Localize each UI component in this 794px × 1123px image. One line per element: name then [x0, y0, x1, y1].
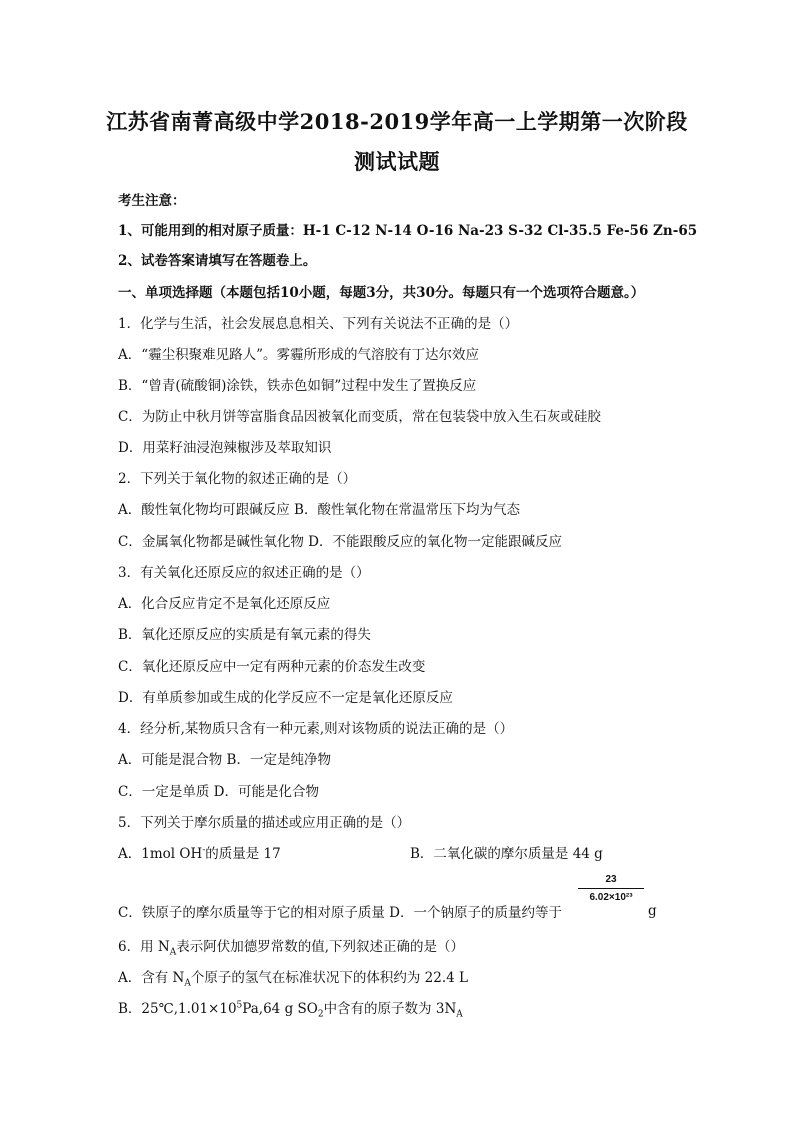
- question-6-option-b: B．$25℃,1.01\times 10^5Pa,64$ g $SO_2$中含有的原子数为 $3N_A$: [118, 1000, 463, 1020]
- fraction-denominator: 6.02×10²³: [589, 892, 633, 903]
- question-1-stem: 1．化学与生活，社会发展息息相关、下列有关说法不正确的是（）: [118, 316, 519, 332]
- document-title-line2: 测试试题: [354, 149, 440, 174]
- question-5-option-a: A．1mol OH-的质量是 17: [118, 845, 281, 862]
- section-heading-single-choice: 一、单项选择题（本题包括10小题，每题3分，共30分。每题只有一个选项符合题意。）: [118, 285, 645, 301]
- question-1-option-b: B．“曾青(硫酸铜)涂铁，铁赤色如铜”过程中发生了置换反应: [118, 378, 477, 394]
- question-3-stem: 3．有关氧化还原反应的叙述正确的是（）: [118, 565, 370, 581]
- question-4-options-ab: A．可能是混合物 B．一定是纯净物: [118, 752, 331, 768]
- question-2-options-cd: C．金属氧化物都是碱性氧化物 D．不能跟酸反应的氧化物一定能跟碱反应: [118, 534, 562, 550]
- question-3-option-c: C．氧化还原反应中一定有两种元素的价态发生改变: [118, 659, 426, 675]
- question-3-option-d: D．有单质参加或生成的化学反应不一定是氧化还原反应: [118, 690, 453, 706]
- question-3-option-a: A．化合反应肯定不是氧化还原反应: [118, 596, 331, 612]
- question-1-option-d: D．用菜籽油浸泡辣椒涉及萃取知识: [118, 440, 332, 456]
- question-6-stem: 6．用 $N_A$表示阿伏加德罗常数的值,下列叙述正确的是（）: [118, 939, 464, 958]
- question-5-options-cd: C．铁原子的摩尔质量等于它的相对原子质量 D．一个钠原子的质量约等于: [118, 905, 562, 921]
- fraction-numerator: 23: [578, 874, 644, 889]
- question-2-options-ab: A．酸性氧化物均可跟碱反应 B．酸性氧化物在常温常压下均为气态: [118, 502, 520, 518]
- notice-heading: 考生注意：: [118, 193, 186, 209]
- question-4-options-cd: C．一定是单质 D．可能是化合物: [118, 784, 319, 800]
- question-5-option-b: B．二氧化碳的摩尔质量是 44 g: [410, 846, 603, 862]
- question-5-unit: g: [648, 903, 657, 919]
- question-1-option-a: A．“霾尘积聚难见路人”。雾霾所形成的气溶胶有丁达尔效应: [118, 347, 480, 363]
- question-2-stem: 2．下列关于氧化物的叙述正确的是（）: [118, 471, 357, 487]
- sodium-atom-mass-fraction: [578, 874, 644, 903]
- document-title-line1: 江苏省南菁高级中学2018-2019学年高一上学期第一次阶段: [106, 109, 688, 134]
- notice-item-2: 2、试卷答案请填写在答题卷上。: [118, 253, 317, 269]
- question-4-stem: 4．经分析,某物质只含有一种元素,则对该物质的说法正确的是（）: [118, 721, 514, 737]
- notice-item-1: 1、可能用到的相对原子质量：H-1 C-12 N-14 O-16 Na-23 S-32 Cl-35.5 Fe-56 Zn-65: [118, 223, 698, 239]
- question-5-stem: 5．下列关于摩尔质量的描述或应用正确的是（）: [118, 815, 411, 831]
- question-1-option-c: C．为防止中秋月饼等富脂食品因被氧化而变质，常在包装袋中放入生石灰或硅胶: [118, 409, 601, 425]
- question-3-option-b: B．氧化还原反应的实质是有氧元素的得失: [118, 627, 371, 643]
- question-6-option-a: A．含有 $N_A$个原子的氢气在标准状况下的体积约为 22.4 L: [118, 970, 468, 989]
